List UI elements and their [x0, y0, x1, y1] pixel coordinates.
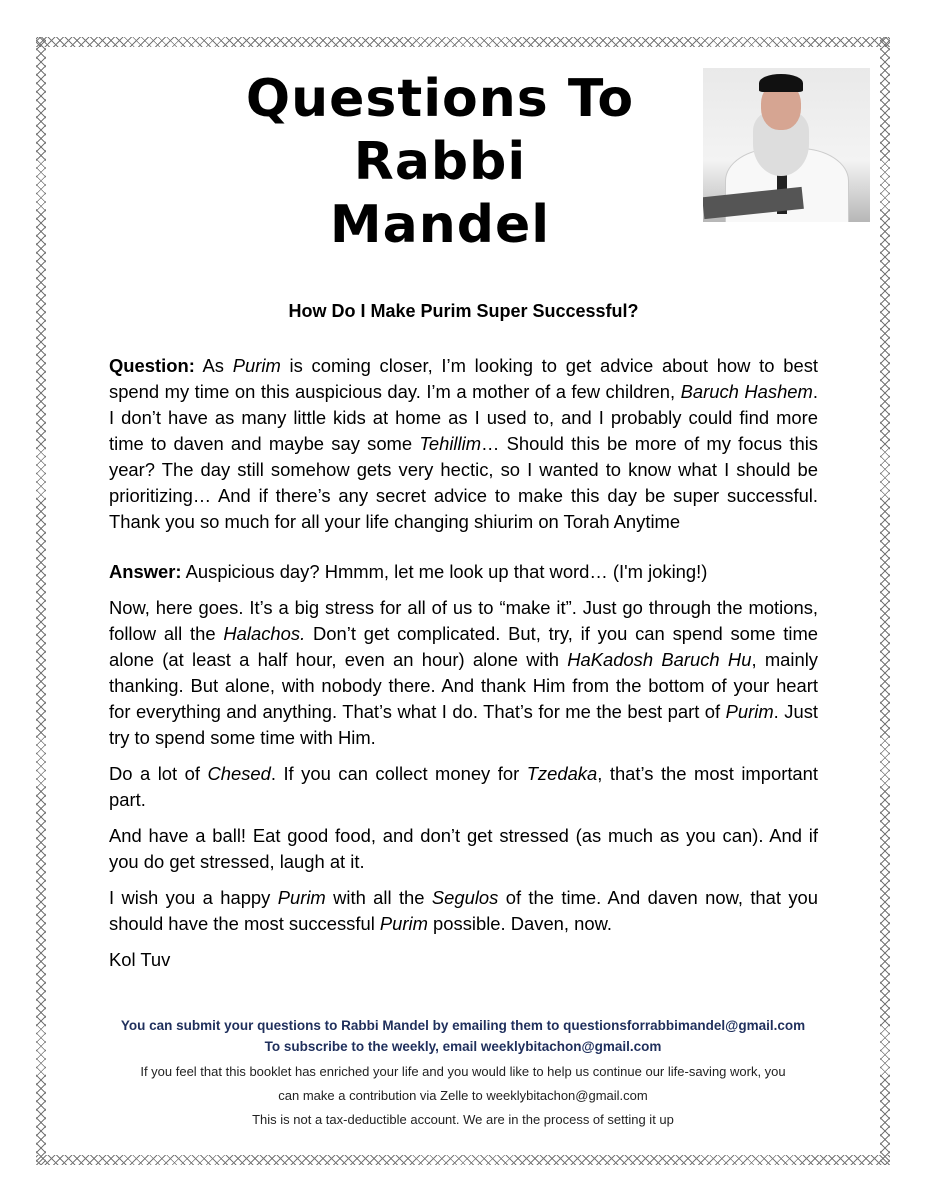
- text-segment: Purim: [277, 887, 326, 908]
- text-segment: Chesed: [207, 763, 271, 784]
- text-segment: . Just try to spend some time with Him.: [109, 701, 818, 748]
- question-paragraph: [109, 353, 818, 535]
- page-title: [200, 68, 680, 257]
- submit-note: You can submit your questions to Rabbi Mandel by emailing them to questionsforrabbimandel@gmail.com: [120, 1018, 806, 1033]
- text-segment: I wish you a happy: [109, 887, 278, 908]
- text-segment: Don’t get complicated. But, try, if you can spend some time alone (at least a half hour, even an hour) alone with: [109, 623, 818, 670]
- text-segment: Do a lot of: [109, 763, 208, 784]
- text-segment: Segulos: [431, 887, 499, 908]
- text-segment: Kol Tuv: [109, 949, 171, 970]
- answer-paragraph-continued: [109, 761, 818, 813]
- text-segment: And have a ball! Eat good food, and don’t get stressed (as much as you can). And if you do get stressed, laugh at it.: [109, 825, 818, 872]
- rabbi-photo: [703, 68, 870, 222]
- title-line: Rabbi: [353, 132, 527, 192]
- text-segment: Purim: [725, 701, 774, 722]
- text-segment: Halachos.: [223, 623, 306, 644]
- text-segment: Purim: [232, 355, 281, 376]
- answer-paragraph-continued: [109, 595, 818, 751]
- article-body: [109, 353, 818, 983]
- footer: [60, 1015, 866, 1132]
- text-segment: Baruch Hashem: [680, 381, 813, 402]
- text-segment: . If you can collect money for: [270, 763, 527, 784]
- answer-paragraph-continued: [109, 823, 818, 875]
- title-line: Mandel: [329, 195, 551, 255]
- contribution-note-2: can make a contribution via Zelle to weeklybitachon@gmail.com: [278, 1088, 648, 1103]
- answer-paragraph-continued: [109, 947, 818, 973]
- text-segment: with all the: [325, 887, 432, 908]
- text-segment: Auspicious day? Hmmm, let me look up that word… (I'm joking!): [181, 561, 708, 582]
- text-segment: Purim: [379, 913, 428, 934]
- text-segment: , that’s the most important part.: [109, 763, 819, 810]
- decorative-border-left: [36, 37, 46, 1165]
- text-segment: , mainly thanking. But alone, with nobody there. And thank Him from the bottom of your heart for everything and anything. That’s what I do. That’s for me the best part of: [109, 649, 818, 722]
- text-segment: . I don’t have as many little kids at home as I used to, and I probably could find more time to daven and maybe say some: [109, 381, 818, 454]
- tax-note: This is not a tax-deductible account. We are in the process of setting it up: [252, 1112, 674, 1127]
- text-segment: Answer:: [109, 561, 182, 582]
- answer-paragraph: [109, 559, 818, 585]
- title-line: Questions To: [245, 69, 635, 129]
- text-segment: Tehillim: [419, 433, 482, 454]
- text-segment: of the time. And daven now, that you should have the most successful: [109, 887, 819, 934]
- text-segment: is coming closer, I’m looking to get advice about how to best spend my time on this auspicious day. I’m a mother of a few children,: [109, 355, 818, 402]
- subscribe-note: To subscribe to the weekly, email weeklybitachon@gmail.com: [264, 1039, 662, 1054]
- text-segment: As: [194, 355, 233, 376]
- answer-paragraph-continued: [109, 885, 818, 937]
- decorative-border-right: [880, 37, 890, 1165]
- text-segment: HaKadosh Baruch Hu: [567, 649, 752, 670]
- article-heading: How Do I Make Purim Super Successful?: [288, 301, 639, 321]
- text-segment: possible. Daven, now.: [427, 913, 612, 934]
- text-segment: Now, here goes. It’s a big stress for all of us to “make it”. Just go through the motions, follow all the: [109, 597, 818, 644]
- text-segment: Question:: [109, 355, 195, 376]
- contribution-note: If you feel that this booklet has enriched your life and you would like to help us continue our life-saving work, you: [140, 1064, 786, 1079]
- decorative-border-bottom: [36, 1155, 890, 1165]
- decorative-border-top: [36, 37, 890, 47]
- text-segment: Tzedaka: [526, 763, 598, 784]
- text-segment: … Should this be more of my focus this year? The day still somehow gets very hectic, so I wanted to know what I should be prioritizing… And if there’s any secret advice to make this day be super successful. Thank you so much for all your life changing shiurim on Torah Anytime: [109, 433, 818, 532]
